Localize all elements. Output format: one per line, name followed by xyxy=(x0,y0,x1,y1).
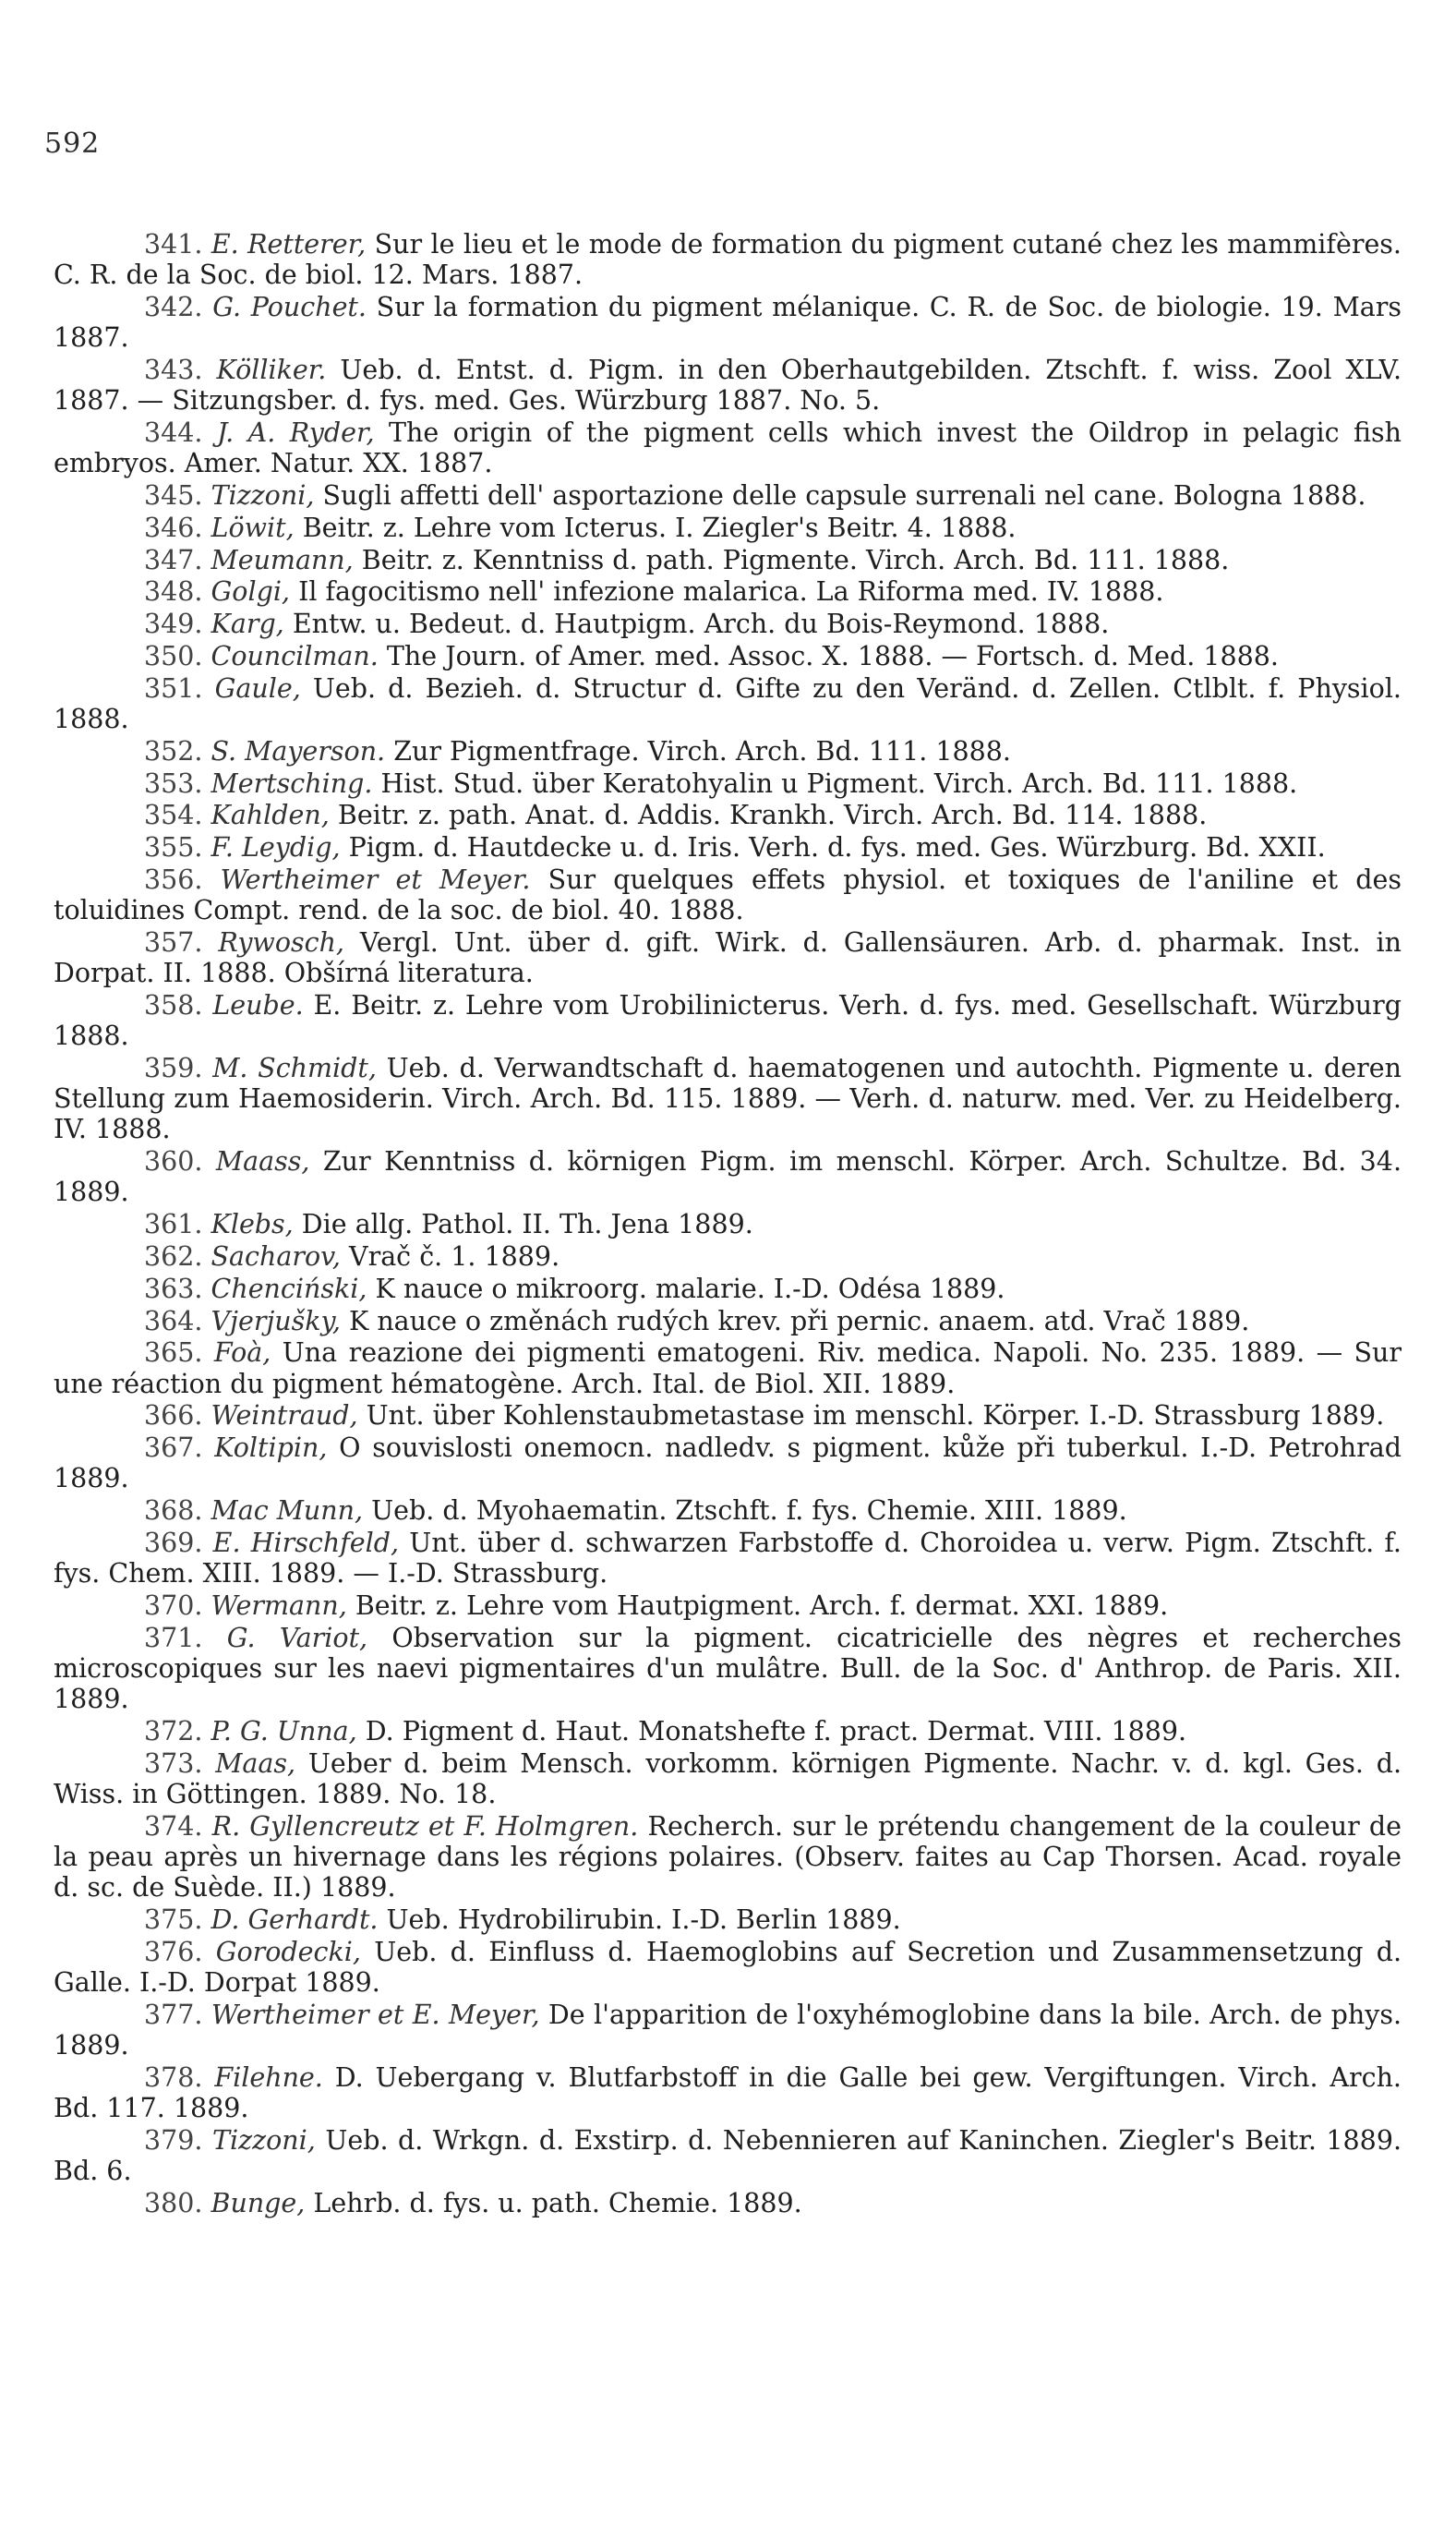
reference-number: 367. xyxy=(144,1432,203,1464)
reference-entry xyxy=(54,2188,1402,2218)
reference-author: Mertsching. xyxy=(211,767,373,799)
reference-text: D. Pigment d. Haut. Monatshefte f. pract. Dermat. VIII. 1889. xyxy=(365,1715,1187,1746)
reference-author: G. Variot, xyxy=(226,1622,368,1653)
reference-text: Vergl. Unt. über d. gift. Wirk. d. Gallensäuren. Arb. d. pharmak. Inst. in Dorpat. II. 1888. Obšírná literatura. xyxy=(54,926,1402,989)
reference-author: G. Pouchet. xyxy=(212,292,367,322)
reference-number: 365. xyxy=(144,1337,203,1369)
reference-number: 345. xyxy=(144,480,203,511)
reference-number: 374. xyxy=(144,1810,203,1842)
reference-number: 349. xyxy=(144,609,203,640)
reference-author: Gaule, xyxy=(214,672,301,704)
reference-text: Zur Kenntniss d. körnigen Pigm. im menschl. Körper. Arch. Schultze. Bd. 34. 1889. xyxy=(54,1146,1402,1208)
reference-author: Wermann, xyxy=(211,1589,347,1621)
reference-entry xyxy=(54,229,1402,290)
reference-text: Vrač č. 1. 1889. xyxy=(348,1240,560,1272)
reference-entry xyxy=(54,1146,1402,1207)
reference-text: Hist. Stud. über Keratohyalin u Pigment. Virch. Arch. Bd. 111. 1888. xyxy=(380,767,1298,799)
reference-author: Tizzoni, xyxy=(211,2124,316,2156)
reference-text: E. Beitr. z. Lehre vom Urobilinicterus. Verh. d. fys. med. Gesellschaft. Würzburg 1888. xyxy=(54,989,1402,1052)
reference-number: 355. xyxy=(144,832,203,864)
reference-number: 360. xyxy=(144,1146,203,1178)
reference-text: Beitr. z. Lehre vom Hautpigment. Arch. f. dermat. XXI. 1889. xyxy=(355,1589,1169,1621)
reference-entry xyxy=(54,545,1402,575)
reference-entry xyxy=(54,1209,1402,1239)
reference-text: Unt. über d. schwarzen Farbstoffe d. Choroidea u. verw. Pigm. Ztschft. f. fys. Chem. XIII. 1889. — I.-D. Strassburg. xyxy=(54,1527,1402,1589)
reference-entry xyxy=(54,1811,1402,1904)
reference-author: Kölliker. xyxy=(216,355,327,385)
reference-entry xyxy=(54,576,1402,607)
reference-number: 372. xyxy=(144,1715,203,1746)
reference-text: Sur quelques effets physiol. et toxiques de l'aniline et des toluidines Compt. rend. de la soc. de biol. 40. 1888. xyxy=(54,864,1402,926)
reference-number: 357. xyxy=(144,926,203,958)
reference-number: 342. xyxy=(144,292,203,322)
reference-author: Rywosch, xyxy=(218,926,344,958)
reference-entry xyxy=(54,1528,1402,1589)
reference-author: Wertheimer et E. Meyer, xyxy=(211,1999,540,2030)
reference-author: Meumann, xyxy=(211,544,354,575)
reference-text: Ueb. d. Myohaematin. Ztschft. f. fys. Chemie. XIII. 1889. xyxy=(371,1495,1127,1527)
reference-entry xyxy=(54,2062,1402,2123)
reference-author: Golgi, xyxy=(211,576,290,608)
reference-text: Recherch. sur le prétendu changement de la couleur de la peau après un hivernage dans les régions polaires. (Observ. faites au Cap Thorsen. Acad. royale d. sc. de Suède. II.) 1889. xyxy=(54,1810,1402,1904)
reference-number: 368. xyxy=(144,1495,203,1527)
reference-author: Councilman. xyxy=(211,640,379,671)
reference-entry xyxy=(54,1495,1402,1526)
reference-author: Klebs, xyxy=(211,1209,294,1240)
reference-entry xyxy=(54,1748,1402,1809)
reference-author: P. G. Unna, xyxy=(211,1715,357,1746)
reference-author: Leube. xyxy=(212,989,304,1021)
reference-entry xyxy=(54,1590,1402,1621)
reference-author: Wertheimer et Meyer. xyxy=(220,864,531,895)
reference-text: K nauce o mikroorg. malarie. I.-D. Odésa 1889. xyxy=(375,1273,1005,1304)
reference-number: 346. xyxy=(144,512,203,543)
reference-text: D. Uebergang v. Blutfarbstoff in die Galle bei gew. Vergiftungen. Virch. Arch. Bd. 117. 1889. xyxy=(54,2061,1402,2123)
reference-author: Maas, xyxy=(215,1747,296,1779)
reference-entry xyxy=(54,2125,1402,2186)
reference-number: 363. xyxy=(144,1273,203,1304)
reference-author: Gorodecki, xyxy=(215,1936,361,1967)
reference-number: 359. xyxy=(144,1052,203,1083)
reference-number: 369. xyxy=(144,1527,203,1558)
reference-text: Sur la formation du pigment mélanique. C. R. de Soc. de biologie. 19. Mars 1887. xyxy=(54,292,1402,354)
reference-text: Beitr. z. path. Anat. d. Addis. Krankh. Virch. Arch. Bd. 114. 1888. xyxy=(337,800,1208,831)
reference-text: The Journ. of Amer. med. Assoc. X. 1888. — Fortsch. d. Med. 1888. xyxy=(386,640,1279,671)
reference-entry xyxy=(54,1432,1402,1493)
bibliography-list xyxy=(54,229,1402,2220)
reference-text: Ueb. Hydrobilirubin. I.-D. Berlin 1889. xyxy=(386,1904,901,1935)
reference-text: Una reazione dei pigmenti ematogeni. Riv. medica. Napoli. No. 235. 1889. — Sur une réaction du pigment hématogène. Arch. Ital. de Biol. XII. 1889. xyxy=(54,1337,1402,1399)
reference-text: Beitr. z. Kenntniss d. path. Pigmente. Virch. Arch. Bd. 111. 1888. xyxy=(361,544,1230,575)
reference-author: E. Retterer, xyxy=(211,229,367,260)
reference-text: Entw. u. Bedeut. d. Hautpigm. Arch. du Bois-Reymond. 1888. xyxy=(292,609,1110,640)
reference-number: 358. xyxy=(144,989,203,1021)
reference-author: Weintraud, xyxy=(211,1400,358,1432)
reference-number: 364. xyxy=(144,1305,203,1336)
reference-author: Sacharov, xyxy=(211,1240,341,1272)
reference-entry xyxy=(54,1306,1402,1336)
reference-author: Mac Munn, xyxy=(211,1495,364,1527)
reference-entry xyxy=(54,990,1402,1051)
reference-author: Foà, xyxy=(213,1337,271,1369)
reference-entry xyxy=(54,1904,1402,1935)
reference-entry xyxy=(54,355,1402,416)
reference-entry xyxy=(54,927,1402,988)
reference-entry xyxy=(54,292,1402,353)
reference-entry xyxy=(54,736,1402,767)
reference-text: O souvislosti onemocn. nadledv. s pigment. kůže při tuberkul. I.-D. Petrohrad 1889. xyxy=(54,1432,1402,1494)
reference-text: Ueb. d. Bezieh. d. Structur d. Gifte zu den Veränd. d. Zellen. Ctlblt. f. Physiol. 1888. xyxy=(54,672,1402,734)
reference-author: S. Mayerson. xyxy=(211,735,386,767)
reference-entry xyxy=(54,673,1402,734)
reference-entry xyxy=(54,864,1402,925)
reference-entry xyxy=(54,768,1402,799)
reference-author: Koltipin, xyxy=(214,1432,328,1464)
reference-author: Kahlden, xyxy=(211,800,330,831)
reference-author: Karg, xyxy=(211,609,284,640)
reference-author: F. Leydig, xyxy=(211,832,341,864)
reference-author: Chenciński, xyxy=(211,1273,367,1304)
reference-number: 350. xyxy=(144,640,203,671)
reference-entry xyxy=(54,641,1402,671)
reference-author: Maass, xyxy=(215,1146,310,1178)
reference-entry xyxy=(54,513,1402,543)
reference-author: M. Schmidt, xyxy=(212,1052,377,1083)
reference-entry xyxy=(54,1337,1402,1398)
reference-text: Ueber d. beim Mensch. vorkomm. körnigen Pigmente. Nachr. v. d. kgl. Ges. d. Wiss. in Göttingen. 1889. No. 18. xyxy=(54,1747,1402,1809)
reference-text: Beitr. z. Lehre vom Icterus. I. Ziegler's Beitr. 4. 1888. xyxy=(302,512,1017,543)
reference-author: R. Gyllencreutz et F. Holmgren. xyxy=(211,1810,639,1842)
reference-author: Bunge, xyxy=(211,2187,306,2218)
reference-author: Tizzoni, xyxy=(211,480,315,511)
reference-number: 378. xyxy=(144,2061,203,2093)
page-number: 592 xyxy=(44,127,101,160)
reference-text: Unt. über Kohlenstaubmetastase im menschl. Körper. I.-D. Strassburg 1889. xyxy=(366,1400,1385,1432)
reference-author: J. A. Ryder, xyxy=(216,417,375,448)
reference-number: 353. xyxy=(144,767,203,799)
reference-text: De l'apparition de l'oxyhémoglobine dans la bile. Arch. de phys. 1889. xyxy=(54,1999,1402,2061)
reference-text: Il fagocitismo nell' infezione malarica. La Riforma med. IV. 1888. xyxy=(298,576,1164,608)
reference-entry xyxy=(54,1623,1402,1715)
reference-number: 380. xyxy=(144,2187,203,2218)
reference-number: 362. xyxy=(144,1240,203,1272)
reference-entry xyxy=(54,1053,1402,1145)
reference-number: 348. xyxy=(144,576,203,608)
reference-entry xyxy=(54,1937,1402,1998)
reference-number: 354. xyxy=(144,800,203,831)
reference-number: 343. xyxy=(144,355,203,385)
reference-author: Filehne. xyxy=(214,2061,323,2093)
reference-number: 351. xyxy=(144,672,203,704)
reference-number: 347. xyxy=(144,544,203,575)
reference-number: 344. xyxy=(144,417,203,448)
reference-number: 375. xyxy=(144,1904,203,1935)
reference-author: D. Gerhardt. xyxy=(211,1904,379,1935)
reference-number: 361. xyxy=(144,1209,203,1240)
reference-entry xyxy=(54,1241,1402,1272)
reference-author: Vjerjušky, xyxy=(211,1305,341,1336)
reference-entry xyxy=(54,832,1402,863)
reference-text: Ueb. d. Entst. d. Pigm. in den Oberhautgebilden. Ztschft. f. wiss. Zool XLV. 1887. — Sitzungsber. d. fys. med. Ges. Würzburg 1887. No. 5. xyxy=(54,355,1402,417)
reference-entry xyxy=(54,609,1402,639)
reference-text: K nauce o změnách rudých krev. při pernic. anaem. atd. Vrač 1889. xyxy=(348,1305,1250,1336)
reference-number: 371. xyxy=(144,1622,203,1653)
reference-number: 352. xyxy=(144,735,203,767)
reference-entry xyxy=(54,417,1402,478)
reference-author: E. Hirschfeld, xyxy=(212,1527,400,1558)
reference-entry xyxy=(54,1716,1402,1746)
reference-text: Ueb. d. Einfluss d. Haemoglobins auf Secretion und Zusammensetzung d. Galle. I.-D. Dorpat 1889. xyxy=(54,1936,1402,1998)
reference-entry xyxy=(54,1400,1402,1431)
reference-entry xyxy=(54,800,1402,830)
reference-entry xyxy=(54,480,1402,511)
reference-text: Zur Pigmentfrage. Virch. Arch. Bd. 111. 1888. xyxy=(393,735,1011,767)
reference-number: 366. xyxy=(144,1400,203,1432)
reference-text: Pigm. d. Hautdecke u. d. Iris. Verh. d. fys. med. Ges. Würzburg. Bd. XXII. xyxy=(348,832,1326,864)
reference-number: 341. xyxy=(144,229,203,260)
reference-number: 377. xyxy=(144,1999,203,2030)
reference-entry xyxy=(54,2000,1402,2061)
reference-text: Sur le lieu et le mode de formation du pigment cutané chez les mammifères. C. R. de la Soc. de biol. 12. Mars. 1887. xyxy=(54,229,1402,291)
reference-text: Sugli affetti dell' asportazione delle capsule surrenali nel cane. Bologna 1888. xyxy=(322,480,1366,511)
reference-number: 379. xyxy=(144,2124,203,2156)
reference-text: Die allg. Pathol. II. Th. Jena 1889. xyxy=(301,1209,753,1240)
reference-text: Observation sur la pigment. cicatricielle des nègres et recherches microscopiques sur les naevi pigmentaires d'un mulâtre. Bull. de la Soc. d' Anthrop. de Paris. XII. 1889. xyxy=(54,1622,1402,1715)
reference-entry xyxy=(54,1274,1402,1304)
reference-text: Lehrb. d. fys. u. path. Chemie. 1889. xyxy=(313,2187,802,2218)
reference-text: The origin of the pigment cells which invest the Oildrop in pelagic fish embryos. Amer. Natur. XX. 1887. xyxy=(54,417,1402,479)
reference-number: 356. xyxy=(144,864,203,895)
reference-author: Löwit, xyxy=(211,512,295,543)
reference-number: 376. xyxy=(144,1936,203,1967)
reference-text: Ueb. d. Verwandtschaft d. haematogenen und autochth. Pigmente u. deren Stellung zum Haemosiderin. Virch. Arch. Bd. 115. 1889. — Verh. d. naturw. med. Ver. zu Heidelberg. IV. 1888. xyxy=(54,1052,1402,1145)
reference-text: Ueb. d. Wrkgn. d. Exstirp. d. Nebennieren auf Kaninchen. Ziegler's Beitr. 1889. Bd. 6. xyxy=(54,2124,1402,2186)
reference-number: 370. xyxy=(144,1589,203,1621)
reference-number: 373. xyxy=(144,1747,203,1779)
